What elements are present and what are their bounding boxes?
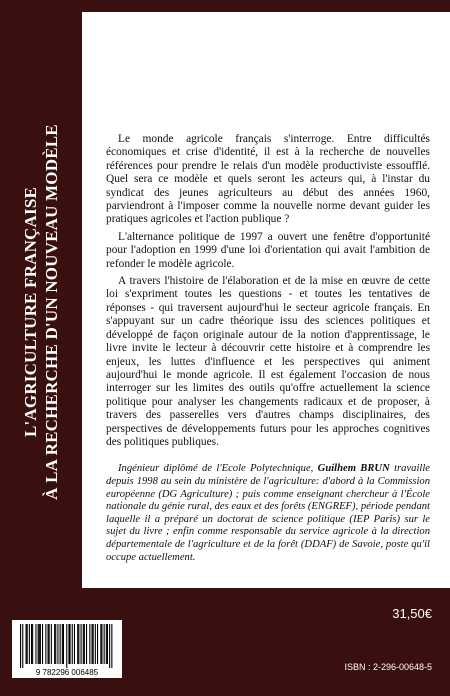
barcode-bar [81, 624, 82, 664]
barcode-bar [54, 624, 55, 664]
barcode-bar [45, 624, 46, 664]
barcode-bar [111, 624, 112, 668]
barcode-bar [72, 624, 73, 664]
barcode-bar [86, 624, 87, 664]
spine [0, 12, 82, 588]
spine-title [20, 102, 62, 522]
author-name: Guilhem BRUN [317, 463, 390, 475]
barcode-bar [77, 624, 78, 664]
barcode-bar [78, 624, 79, 664]
barcode-bar [49, 624, 50, 664]
barcode-bar [68, 624, 69, 664]
barcode-bar [97, 624, 98, 664]
barcode-bar [48, 624, 49, 664]
barcode-bar [31, 624, 32, 664]
barcode-bar [55, 624, 56, 664]
barcode-bar [107, 624, 108, 664]
price: 31,50€ [392, 606, 432, 621]
top-band [0, 0, 450, 12]
barcode-bar [57, 624, 58, 664]
paragraph-3: A travers l'histoire de l'élaboration et de la mise en œuvre de cette loi s'expriment toutes les questions - et toutes les tentatives de réponses - qui traversent aujourd'hui le secteur agricole français. En s'appuyant sur un cadre théorique issu des sciences politiques et développé de façon originale autour de la notion d'apprentissage, le livre invite le lecteur à découvrir cette histoire et à comprendre les enjeux, les luttes d'influence et les perspectives qui animent aujourd'hui le monde agricole. Il est également l'occasion de nous interroger sur les limites des outils qu'offre actuellement la science politique pour analyser les changements radicaux et de proposer, à travers des passerelles vers d'autres champs disciplinaires, des perspectives de développements futurs pour les approches cognitives des politiques publiques. [106, 275, 430, 448]
barcode-bar [63, 624, 64, 664]
barcode-bar [89, 624, 90, 664]
barcode-bar [109, 624, 110, 668]
barcode-bar [60, 624, 61, 664]
barcode-bar [70, 624, 71, 664]
barcode-bar [32, 624, 33, 664]
barcode-bar [42, 624, 43, 664]
barcode [12, 620, 122, 678]
spine-title-line-2: À LA RECHERCHE D'UN NOUVEAU MODÈLE [42, 124, 61, 500]
barcode-bar [62, 624, 63, 664]
barcode-bar [104, 624, 105, 664]
barcode-bar [93, 624, 94, 664]
barcode-bar [95, 624, 96, 664]
barcode-bar [51, 624, 52, 664]
isbn: ISBN : 2-296-00648-5 [344, 662, 432, 672]
barcode-bar [35, 624, 36, 664]
bio-rest: travaille depuis 1998 au sein du ministère de l'agriculture: d'abord à la Commission européenne (DG Agriculture) ; puis comme enseignant chercheur à l'École nationale du génie rural, des eaux et des forêts (ENGREF), période pendant laquelle il a préparé un doctorat de science politique (IEP Paris) sur le sujet du livre ; enfin comme responsable du service agricole à la direction départementale de l'agriculture et de la forêt (DDAF) de Savoie, poste qu'il occupe actuellement. [106, 463, 430, 563]
spine-title-line-1: L'AGRICULTURE FRANÇAISE [21, 186, 40, 438]
author-bio [106, 463, 430, 564]
barcode-bar [20, 624, 21, 668]
barcode-bar [40, 624, 41, 664]
barcode-bar [83, 624, 84, 664]
barcode-bar [38, 624, 39, 664]
paragraph-2: L'alternance politique de 1997 a ouvert une fenêtre d'opportunité pour l'adoption en 1999 d'une loi d'orientation qui avait l'ambition de refonder le modèle agricole. [106, 230, 430, 270]
back-cover-text [106, 133, 430, 564]
barcode-bar [106, 624, 107, 664]
barcode-bar [101, 624, 102, 664]
barcode-bar [100, 624, 101, 664]
paragraph-1: Le monde agricole français s'interroge. Entre difficultés économiques et crise d'identité, il est à la recherche de nouvelles références pour prendre le relais d'un modèle productiviste essoufflé. Quel sera ce modèle et quels seront les acteurs qui, à l'instar du syndicat des jeunes agriculteurs au début des années 1960, parviendront à l'imposer comme la nouvelle norme devant guider les pratiques agricoles et l'action publique ? [106, 133, 430, 226]
barcode-bar [27, 624, 28, 664]
barcode-bar [26, 624, 27, 664]
barcode-graphic [12, 620, 122, 678]
barcode-bar [74, 624, 75, 664]
barcode-bar [66, 624, 67, 668]
barcode-bar [22, 624, 23, 668]
barcode-bar [92, 624, 93, 664]
barcode-bar [84, 624, 85, 664]
barcode-bar [39, 624, 40, 664]
barcode-digits: 9 782296 006485 [35, 668, 99, 677]
barcode-bar [29, 624, 30, 664]
bio-prefix: Ingénieur diplômé de l'Ecole Polytechnique, [118, 463, 318, 475]
